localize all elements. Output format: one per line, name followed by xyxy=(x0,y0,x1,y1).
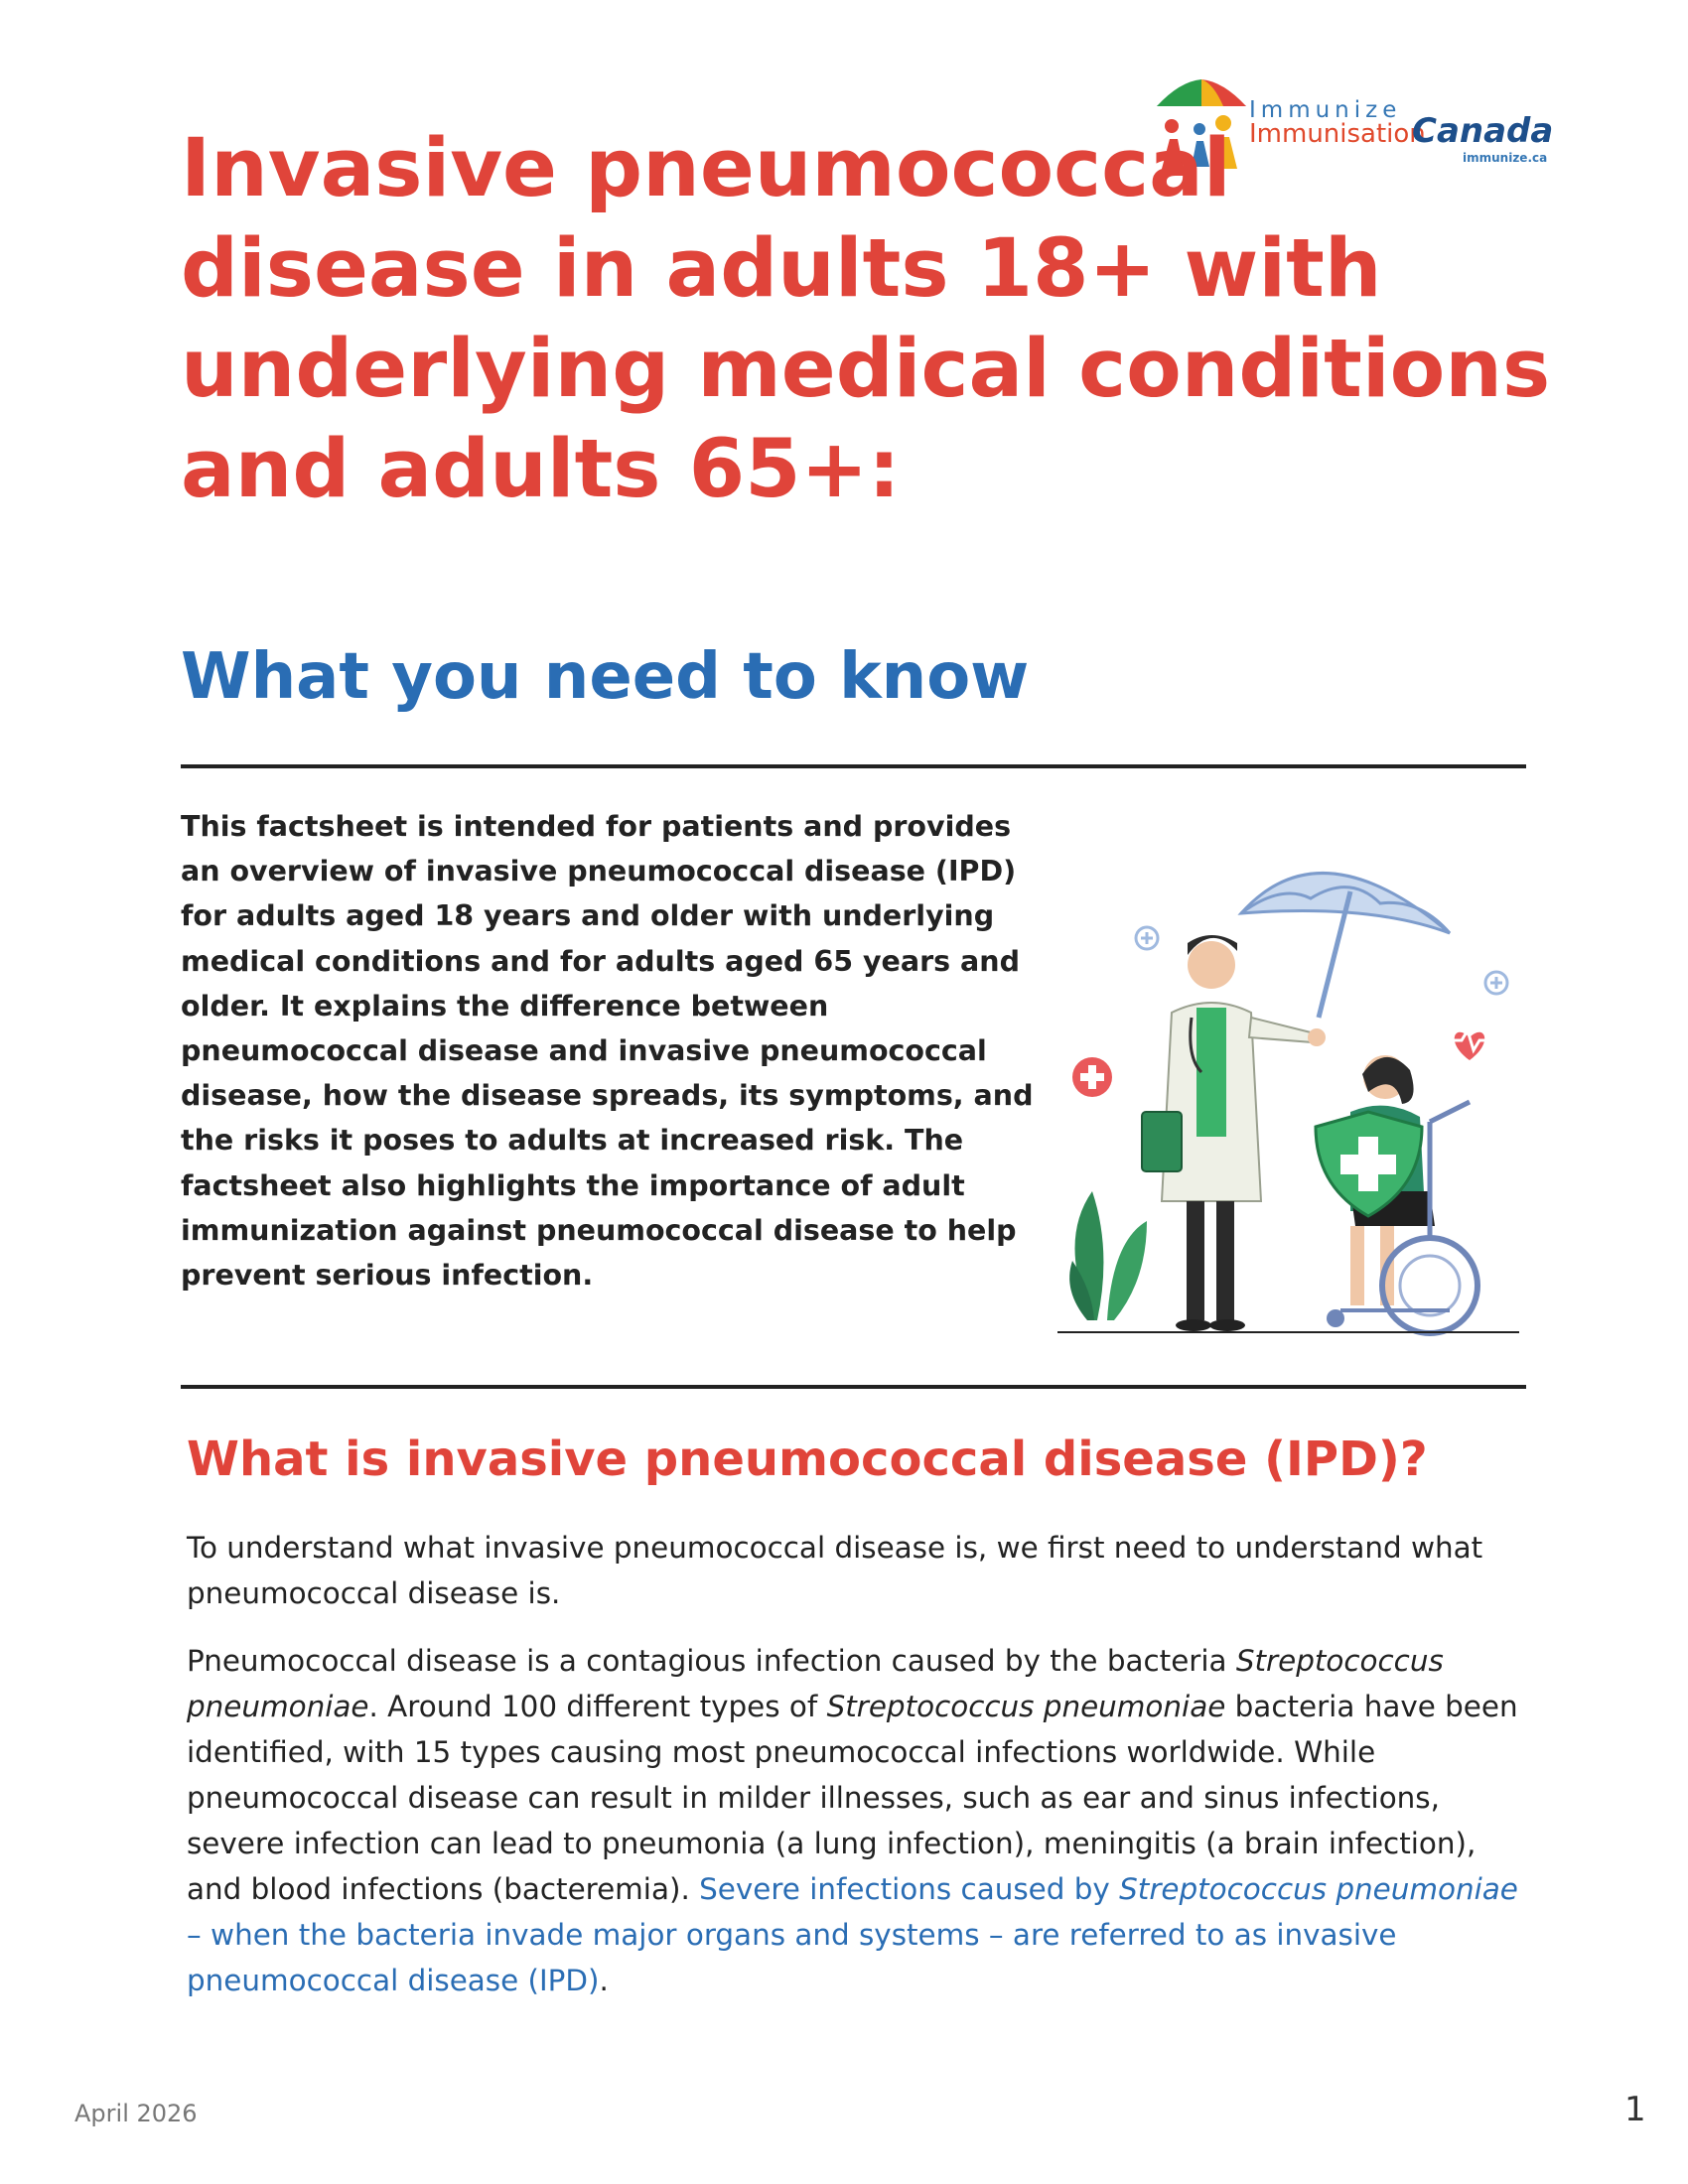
doctor-patient-illustration xyxy=(1053,844,1529,1350)
intro-paragraph: This factsheet is intended for patients and provides an overview of invasive pneumococcal disease (IPD) for adults aged 18 years and older with underlying medical conditions and for adults aged 65 years and older. It explains the difference between pneumococcal disease and invasive pneumococcal disease, how the disease spreads, its symptoms, and the risks it poses to adults at increased risk. The factsheet also highlights the importance of adult immunization against pneumococcal disease to help prevent serious infection. xyxy=(181,810,1034,1293)
page-number: 1 xyxy=(1624,2090,1646,2129)
divider-bottom xyxy=(181,1385,1526,1389)
section-heading: What is invasive pneumococcal disease (IPD)? xyxy=(187,1432,1428,1487)
para2-text-2: . Around 100 different types of xyxy=(368,1690,827,1723)
para2-highlight-2: – when the bacteria invade major organs and systems – are referred to as invasive pneumococcal disease (IPD) xyxy=(187,1918,1397,1997)
divider-top xyxy=(181,764,1526,768)
section-paragraph-1: To understand what invasive pneumococcal disease is, we first need to understand what pneumococcal disease is. xyxy=(187,1531,1483,1610)
plant-icon xyxy=(1069,1191,1147,1320)
page-title: Invasive pneumococcal disease in adults 18+ with underlying medical conditions and adults 65+: xyxy=(181,122,1551,516)
logo-site-text: immunize.ca xyxy=(1463,151,1548,165)
section-paragraph-2 xyxy=(187,1638,1537,2003)
footer-date: April 2026 xyxy=(74,2100,198,2127)
page-subtitle: What you need to know xyxy=(181,640,1030,714)
umbrella-icon xyxy=(1241,874,1450,1019)
para2-highlight-1: Severe infections caused by xyxy=(699,1872,1120,1906)
para2-text-3: bacteria have been identified, with 15 types causing most pneumococcal infections worldwide. While pneumococcal disease can result in milder illnesses, such as ear and sinus infections, severe infection can lead to pneumonia (a lung infection), meningitis (a brain infection), and blood infections (bacteremia). xyxy=(187,1690,1518,1906)
medical-cross-icon xyxy=(1072,1057,1112,1097)
para2-end: . xyxy=(599,1964,609,1997)
doctor-figure xyxy=(1142,935,1326,1331)
logo-canada-text: Canada xyxy=(1412,111,1554,151)
para2-highlight-italic: Streptococcus pneumoniae xyxy=(1119,1872,1518,1906)
logo-immunisation-text: Immunisation xyxy=(1249,119,1426,149)
para2-italic-1: Streptococcus pneumoniae xyxy=(187,1644,1444,1723)
logo-immunize-text: Immunize xyxy=(1249,97,1402,123)
para2-italic-2: Streptococcus pneumoniae xyxy=(826,1690,1226,1723)
heart-pulse-icon xyxy=(1450,1030,1493,1060)
para2-text-1: Pneumococcal disease is a contagious infection caused by the bacteria xyxy=(187,1644,1236,1678)
